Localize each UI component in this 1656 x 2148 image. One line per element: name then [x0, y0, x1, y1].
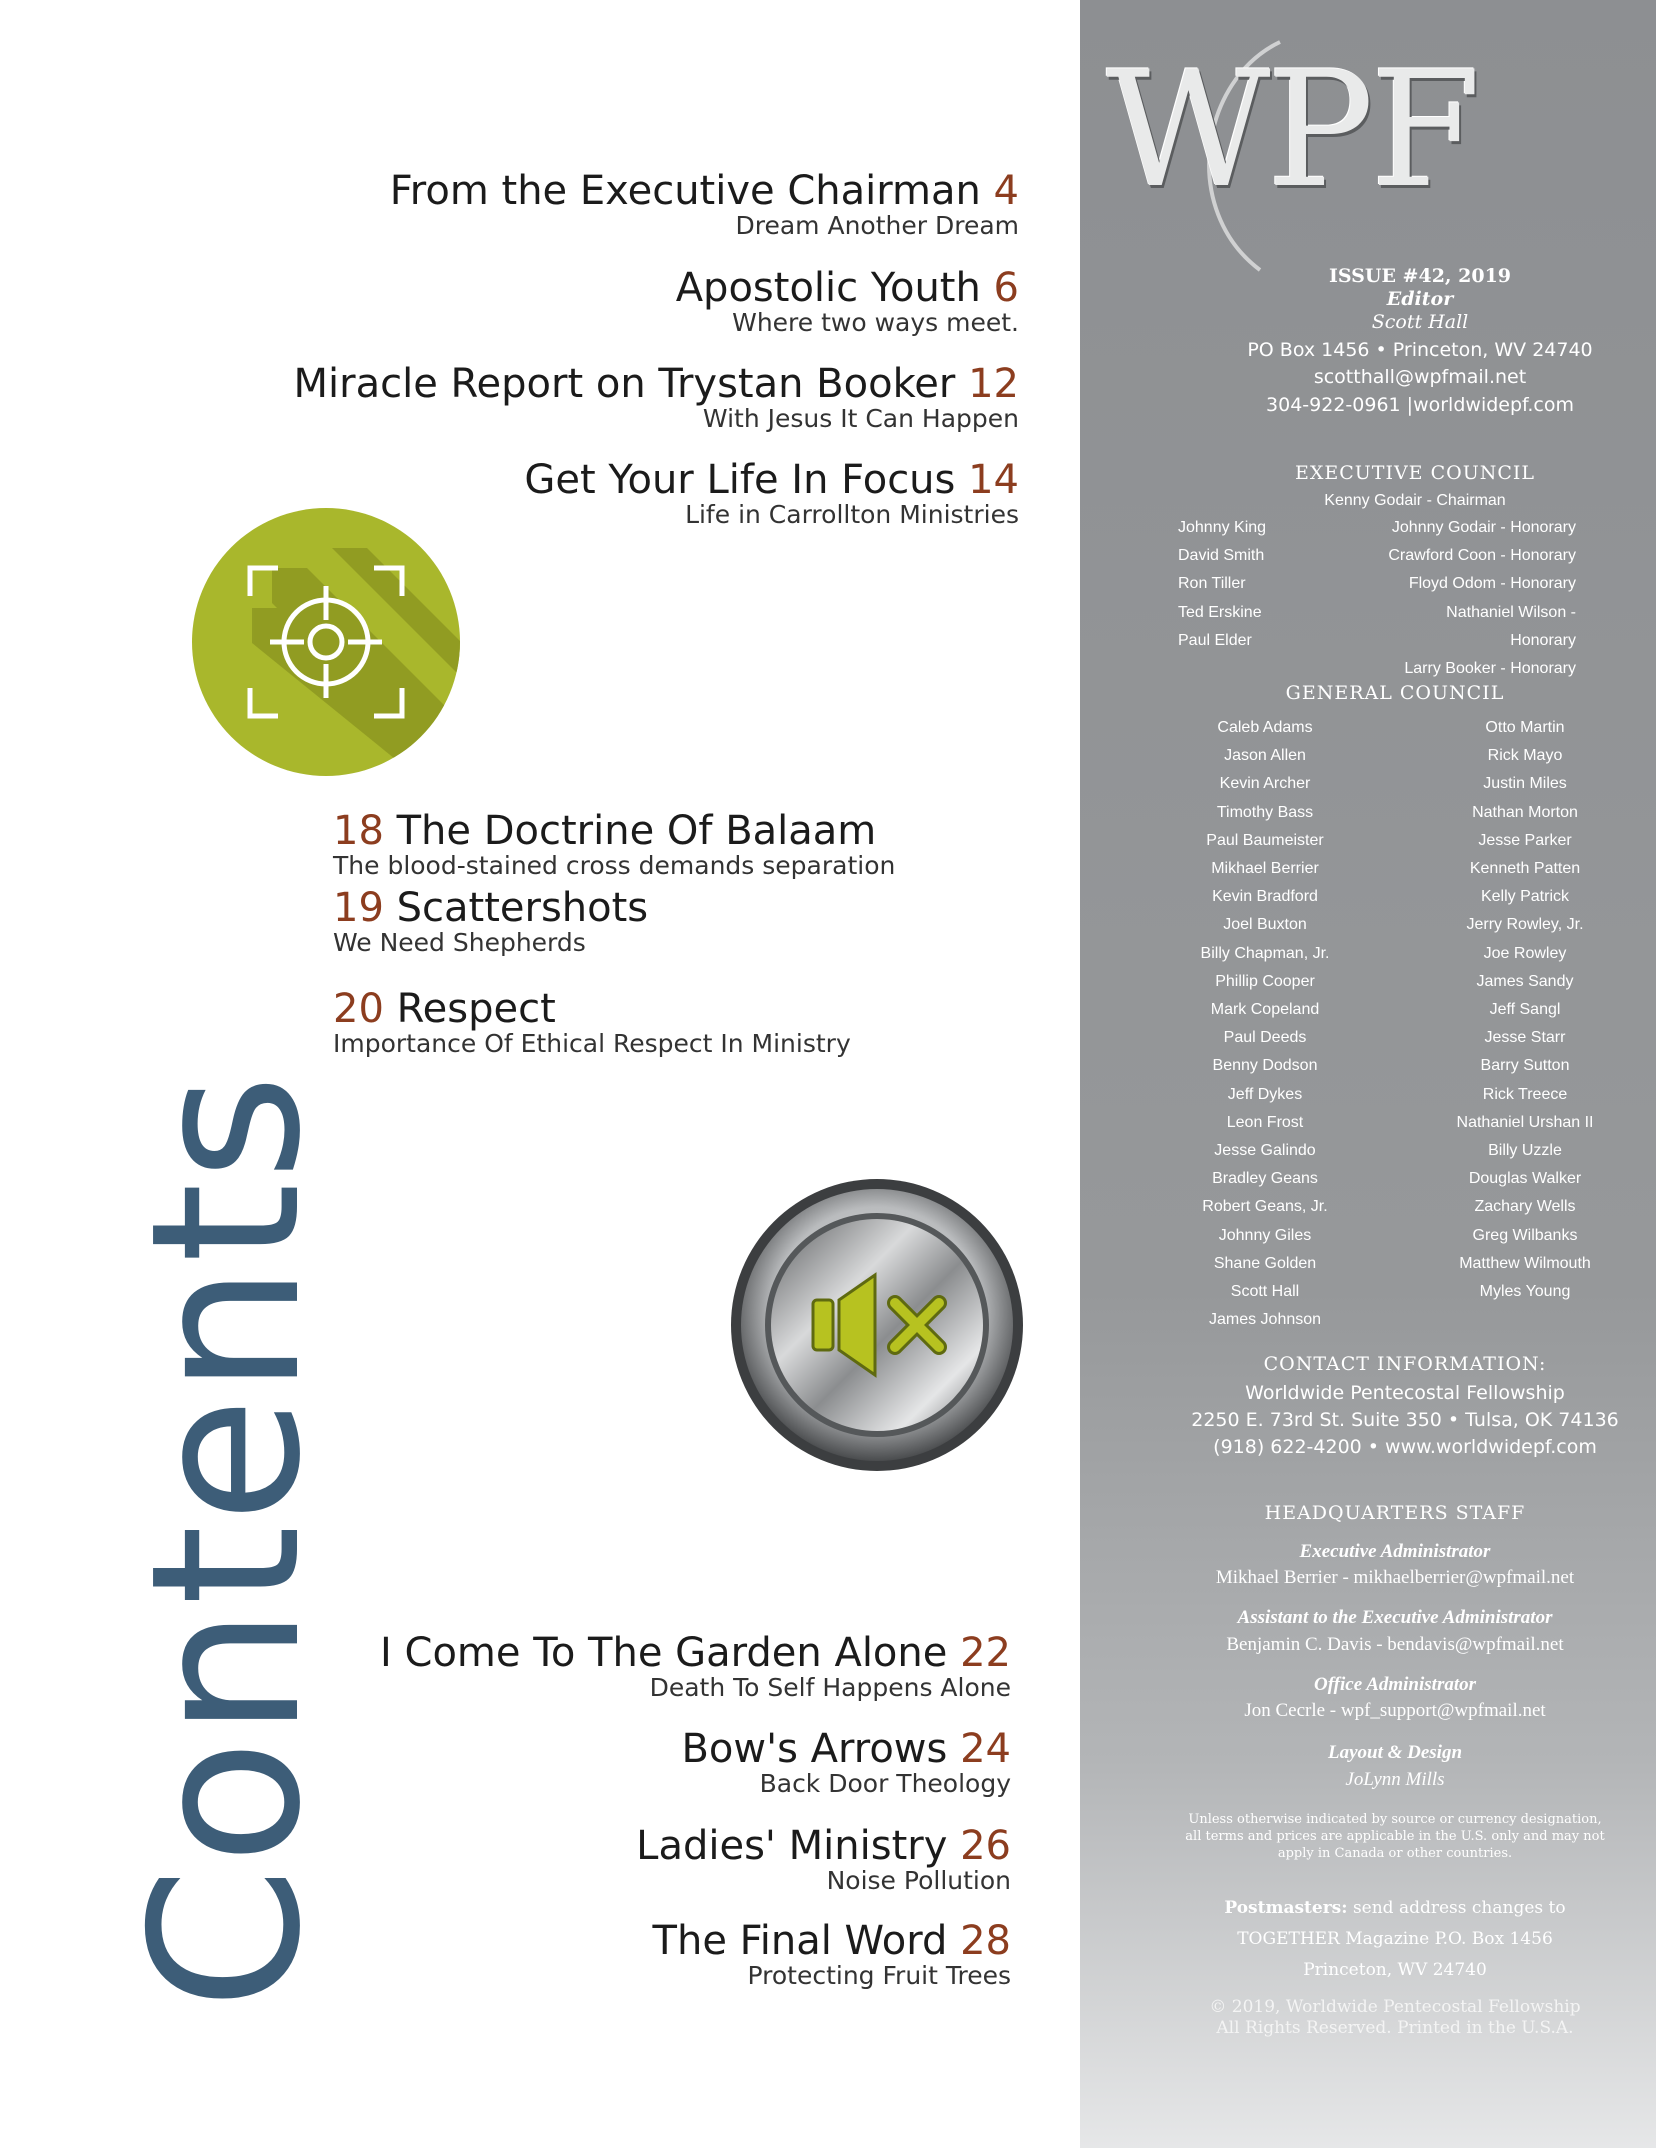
council-member: Nathaniel Wilson - Honorary: [1446, 603, 1576, 649]
council-member: Timothy Bass: [1216, 803, 1314, 821]
toc-entry[interactable]: [294, 363, 1019, 434]
toc-entry-subtitle: The blood-stained cross demands separation: [333, 851, 896, 880]
council-member: Mark Copeland: [1210, 1001, 1320, 1019]
council-member: Jesse Galindo: [1214, 1142, 1316, 1160]
council-member: Robert Geans, Jr.: [1202, 1198, 1328, 1216]
contact-address: 2250 E. 73rd St. Suite 350 • Tulsa, OK 74136: [1191, 1409, 1619, 1431]
postmasters-notice: Postmasters: send address changes to TOGETHER Magazine P.O. Box 1456 Princeton, WV 24740: [1224, 1898, 1566, 1980]
council-member: Jeff Dykes: [1227, 1085, 1303, 1103]
council-member: Justin Miles: [1483, 775, 1567, 793]
toc-entry-page: 28: [960, 1918, 1011, 1964]
toc-entry-page: 26: [960, 1823, 1011, 1869]
council-member: Barry Sutton: [1480, 1057, 1570, 1075]
council-member: Jason Allen: [1224, 747, 1306, 765]
toc-entry[interactable]: [390, 170, 1019, 241]
copyright: © 2019, Worldwide Pentecostal Fellowship All Rights Reserved. Printed in the U.S.A.: [1209, 1997, 1581, 2038]
staff-name: Mikhael Berrier - mikhaelberrier@wpfmail.net: [1215, 1567, 1575, 1588]
editor-phone-web: 304-922-0961 |worldwidepf.com: [1266, 394, 1574, 416]
council-member: Greg Wilbanks: [1472, 1226, 1578, 1244]
council-member: Billy Uzzle: [1488, 1142, 1562, 1160]
council-member: Crawford Coon - Honorary: [1388, 547, 1576, 565]
council-member: Mikhael Berrier: [1211, 860, 1319, 878]
council-member: Jerry Rowley, Jr.: [1466, 916, 1584, 934]
toc-entry-page: 20: [333, 986, 384, 1032]
toc-entry-subtitle: With Jesus It Can Happen: [702, 404, 1019, 433]
council-member: Larry Booker - Honorary: [1404, 660, 1576, 678]
toc-entry-subtitle: Dream Another Dream: [735, 211, 1019, 240]
general-council-heading: GENERAL COUNCIL: [1285, 682, 1505, 704]
disclaimer: Unless otherwise indicated by source or currency designation, all terms and prices are applicable in the U.S. only and may not apply in Canada or other countries.: [1185, 1812, 1605, 1861]
council-member: Zachary Wells: [1474, 1198, 1576, 1216]
toc-entry-title: From the Executive Chairman: [389, 168, 981, 214]
toc-entry-subtitle: Life in Carrollton Ministries: [685, 500, 1019, 529]
issue-number: ISSUE #42, 2019: [1328, 265, 1512, 287]
editor-label: Editor: [1386, 288, 1454, 310]
toc-entry[interactable]: [333, 810, 895, 881]
staff-role: Office Administrator: [1313, 1674, 1477, 1695]
council-member: Paul Baumeister: [1206, 831, 1324, 849]
editor-name: Scott Hall: [1371, 311, 1469, 333]
toc-entry-subtitle: Back Door Theology: [759, 1769, 1011, 1798]
toc-entry-title: The Final Word: [652, 1918, 948, 1964]
toc-entry-title: The Doctrine Of Balaam: [396, 808, 877, 854]
council-member: Billy Chapman, Jr.: [1200, 944, 1330, 962]
staff-name: JoLynn Mills: [1345, 1769, 1445, 1790]
council-member: Joe Rowley: [1483, 944, 1567, 962]
council-member: Phillip Cooper: [1215, 972, 1315, 990]
toc-entry-title: Scattershots: [396, 885, 649, 931]
staff-role: Assistant to the Executive Administrator: [1237, 1607, 1553, 1628]
general-council-right-list: [1430, 714, 1620, 1306]
council-member: Jeff Sangl: [1489, 1001, 1561, 1019]
council-member: Caleb Adams: [1217, 719, 1313, 736]
contents-heading: Contents: [108, 1071, 346, 2010]
council-member: Shane Golden: [1213, 1254, 1317, 1272]
toc-entry-title: I Come To The Garden Alone: [380, 1630, 948, 1676]
council-member: Nathaniel Urshan II: [1456, 1113, 1594, 1131]
hq-staff-heading: HEADQUARTERS STAFF: [1264, 1502, 1526, 1524]
staff-name: Jon Cecrle - wpf_support@wpfmail.net: [1244, 1700, 1546, 1721]
council-member: Benny Dodson: [1212, 1057, 1318, 1075]
council-member: Leon Frost: [1226, 1113, 1304, 1131]
council-member: James Sandy: [1476, 972, 1574, 990]
editor-email: scotthall@wpfmail.net: [1313, 366, 1527, 388]
focus-target-icon: [192, 508, 460, 776]
council-member: Myles Young: [1479, 1283, 1571, 1301]
toc-entry-subtitle: Importance Of Ethical Respect In Ministry: [333, 1029, 851, 1058]
toc-entry-subtitle: Death To Self Happens Alone: [649, 1673, 1011, 1702]
contact-org: Worldwide Pentecostal Fellowship: [1245, 1382, 1565, 1404]
council-member: Ron Tiller: [1178, 575, 1246, 593]
toc-entry-page: 6: [993, 265, 1019, 311]
council-member: Ted Erskine: [1178, 603, 1262, 621]
toc-entry-title: Get Your Life In Focus: [524, 457, 956, 503]
wpf-logo-text: WPF: [1106, 36, 1478, 223]
toc-entry[interactable]: [676, 267, 1019, 338]
council-member: Bradley Geans: [1212, 1170, 1318, 1188]
staff-name: Benjamin C. Davis - bendavis@wpfmail.net: [1226, 1634, 1564, 1655]
council-member: Johnny King: [1178, 519, 1267, 536]
council-member: Paul Deeds: [1223, 1029, 1307, 1047]
executive-council-left-list: [1178, 514, 1266, 655]
executive-council-heading: EXECUTIVE COUNCIL: [1294, 462, 1536, 484]
council-member: Otto Martin: [1485, 719, 1565, 736]
council-member: Kevin Archer: [1219, 775, 1311, 793]
toc-entry[interactable]: [636, 1825, 1011, 1896]
toc-entry[interactable]: [524, 459, 1019, 530]
council-member: Matthew Wilmouth: [1459, 1254, 1591, 1272]
toc-entry[interactable]: [653, 1920, 1011, 1991]
mailing-address: PO Box 1456 • Princeton, WV 24740: [1247, 339, 1593, 361]
council-member: Jesse Starr: [1484, 1029, 1566, 1047]
toc-entry-page: 18: [333, 808, 384, 854]
toc-entry-page: 14: [968, 457, 1019, 503]
toc-entry-title: Apostolic Youth: [675, 265, 981, 311]
toc-entry[interactable]: [380, 1632, 1011, 1703]
general-council-left-list: [1180, 714, 1350, 1334]
council-member: James Johnson: [1208, 1311, 1322, 1329]
council-member: Jesse Parker: [1478, 831, 1572, 849]
council-member: Rick Mayo: [1487, 747, 1563, 765]
toc-entry-page: 4: [993, 168, 1019, 214]
toc-entry-subtitle: Noise Pollution: [826, 1866, 1011, 1895]
toc-entry-page: 12: [968, 361, 1019, 407]
council-member: Floyd Odom - Honorary: [1408, 575, 1576, 593]
executive-council-right-list: [1380, 514, 1576, 683]
council-member: Douglas Walker: [1468, 1170, 1582, 1188]
toc-entry[interactable]: [333, 988, 851, 1059]
staff-role: Executive Administrator: [1299, 1541, 1491, 1562]
toc-entry-title: Respect: [396, 986, 556, 1032]
toc-entry-title: Bow's Arrows: [681, 1726, 948, 1772]
contact-phone-web: (918) 622-4200 • www.worldwidepf.com: [1213, 1436, 1597, 1458]
speaker-mute-icon: [727, 1175, 1027, 1475]
toc-entry-subtitle: Protecting Fruit Trees: [747, 1961, 1011, 1990]
wpf-logo: [1080, 36, 1656, 280]
toc-entry[interactable]: [333, 887, 648, 958]
executive-council-chairman: Kenny Godair - Chairman: [1324, 492, 1506, 509]
toc-entry-title: Miracle Report on Trystan Booker: [293, 361, 956, 407]
toc-entry-subtitle: We Need Shepherds: [333, 928, 586, 957]
toc-entry-subtitle: Where two ways meet.: [732, 308, 1019, 337]
council-member: Joel Buxton: [1223, 916, 1307, 934]
council-member: Nathan Morton: [1472, 803, 1578, 821]
council-member: Kenneth Patten: [1469, 860, 1581, 878]
council-member: Rick Treece: [1482, 1085, 1568, 1103]
contact-heading: CONTACT INFORMATION:: [1263, 1353, 1547, 1375]
council-member: Johnny Godair - Honorary: [1391, 519, 1576, 536]
council-member: Kevin Bradford: [1212, 888, 1318, 906]
staff-role: Layout & Design: [1327, 1742, 1463, 1763]
toc-entry-page: 19: [333, 885, 384, 931]
council-member: Johnny Giles: [1218, 1226, 1312, 1244]
council-member: David Smith: [1178, 547, 1265, 565]
toc-entry-page: 24: [960, 1726, 1011, 1772]
council-member: Kelly Patrick: [1480, 888, 1570, 906]
toc-entry[interactable]: [681, 1728, 1011, 1799]
council-member: Paul Elder: [1178, 631, 1252, 649]
toc-entry-page: 22: [960, 1630, 1011, 1676]
council-member: Scott Hall: [1230, 1283, 1300, 1301]
toc-entry-title: Ladies' Ministry: [636, 1823, 948, 1869]
